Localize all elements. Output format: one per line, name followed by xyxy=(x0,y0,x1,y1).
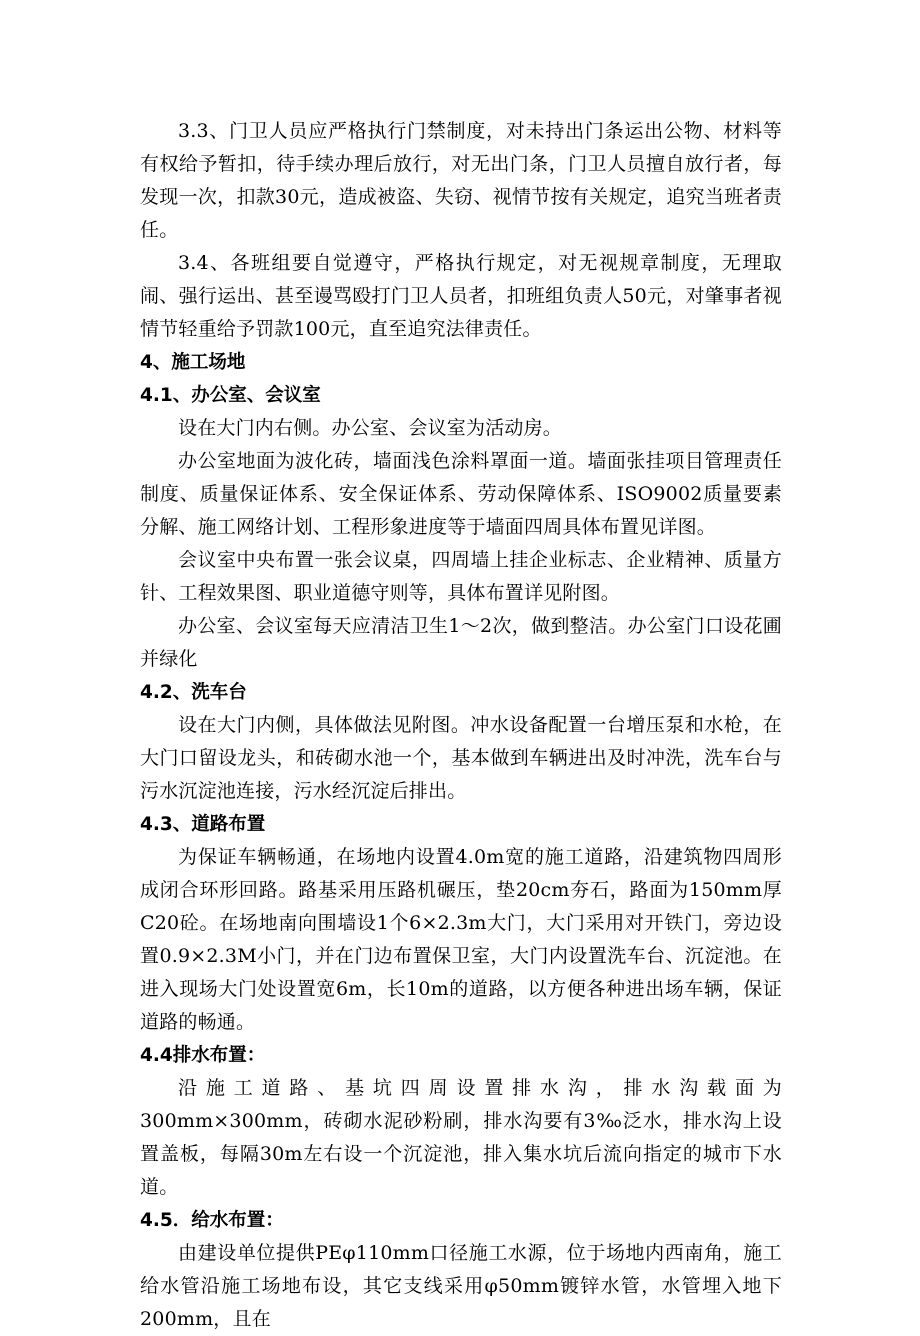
section-heading-4-2: 4.2、洗车台 xyxy=(140,682,247,703)
section-heading-4-1: 4.1、办公室、会议室 xyxy=(140,385,321,406)
section-heading-4: 4、施工场地 xyxy=(140,352,246,373)
paragraph-cleaning: 办公室、会议室每天应清洁卫生1～2次，做到整洁。办公室门口设花圃并绿化 xyxy=(140,615,782,670)
paragraph-3-4: 3.4、各班组要自觉遵守，严格执行规定，对无视规章制度，无理取闹、强行运出、甚至谩骂殴打门卫人员者，扣班组负责人50元，对肇事者视情节轻重给予罚款100元，直至追究法律责任。 xyxy=(140,252,782,340)
section-heading-4-3: 4.3、道路布置 xyxy=(140,814,266,835)
paragraph-office-location: 设在大门内右侧。办公室、会议室为活动房。 xyxy=(178,417,563,439)
paragraph-3-3: 3.3、门卫人员应严格执行门禁制度，对未持出门条运出公物、材料等有权给予暂扣，待手续办理后放行，对无出门条，门卫人员擅自放行者，每发现一次，扣款30元，造成被盗、失窃、视情节按有关规定，追究当班者责任。 xyxy=(140,120,782,241)
section-heading-4-4: 4.4排水布置： xyxy=(140,1045,266,1066)
section-heading-4-5: 4.5．给水布置： xyxy=(140,1210,284,1231)
paragraph-water-supply: 由建设单位提供PEφ110mm口径施工水源，位于场地内西南角，施工给水管沿施工场地布设，其它支线采用φ50mm镀锌水管，水管埋入地下200mm，且在 xyxy=(140,1242,782,1330)
paragraph-car-wash: 设在大门内侧，具体做法见附图。冲水设备配置一台增压泵和水枪，在大门口留设龙头，和砖砌水池一个，基本做到车辆进出及时冲洗，洗车台与污水沉淀池连接，污水经沉淀后排出。 xyxy=(140,714,782,802)
paragraph-roads: 为保证车辆畅通，在场地内设置4.0m宽的施工道路，沿建筑物四周形成闭合环形回路。路基采用压路机碾压，垫20cm夯石，路面为150mm厚C20砼。在场地南向围墙设1个6×2.3m大门，大门采用对开铁门，旁边设置0.9×2.3M小门，并在门边布置保卫室，大门内设置洗车台、沉淀池。在进入现场大门处设置宽6m，长10m的道路，以方便各种进出场车辆，保证道路的畅通。 xyxy=(140,846,782,1033)
paragraph-office-walls: 办公室地面为波化砖，墙面浅色涂料罩面一道。墙面张挂项目管理责任制度、质量保证体系、安全保证体系、劳动保障体系、ISO9002质量要素分解、施工网络计划、工程形象进度等于墙面四周具体布置见详图。 xyxy=(140,450,782,538)
paragraph-meeting-room: 会议室中央布置一张会议桌，四周墙上挂企业标志、企业精神、质量方针、工程效果图、职业道德守则等，具体布置详见附图。 xyxy=(140,549,782,604)
paragraph-drainage: 沿施工道路、基坑四周设置排水沟，排水沟载面为300mm×300mm，砖砌水泥砂粉刷，排水沟要有3‰泛水，排水沟上设置盖板，每隔30m左右设一个沉淀池，排入集水坑后流向指定的城市下水道。 xyxy=(140,1077,782,1198)
